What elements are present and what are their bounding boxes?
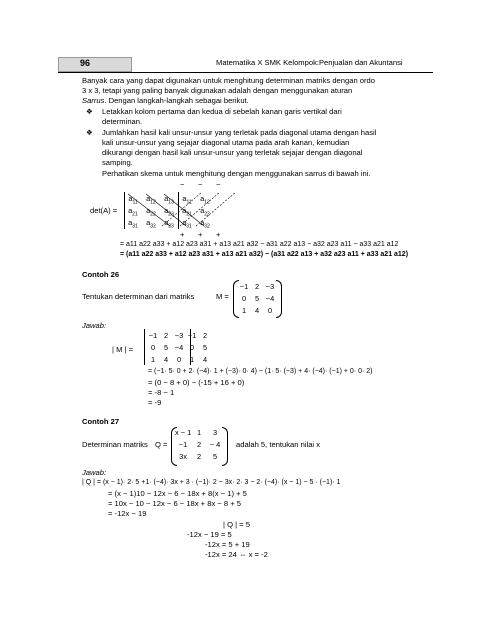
example-27-solve-4: -12x = 24 ⇔ x = -2	[205, 550, 268, 559]
bullet-1-line-2: determinan.	[102, 117, 143, 126]
bullet-2-line-4: samping.	[102, 158, 133, 167]
scheme-result-1: = a11 a22 a33 + a12 a23 a31 + a13 a21 a32 − a31 a22 a13 − a32 a23 a11 − a33 a21 a12	[120, 241, 399, 248]
det-m-cell-0-3: −1	[187, 331, 197, 340]
scheme-cell-2-0: $a_{31}$	[128, 218, 138, 230]
intro-line-1: Banyak cara yang dapat digunakan untuk menghitung determinan matriks dengan ordo	[82, 76, 375, 85]
det-m-bar-left	[144, 329, 145, 365]
det-m-cell-2-1: 4	[163, 355, 169, 364]
page-header-title: Matematika X SMK Kelompok:Penjualan dan Akuntansi	[216, 58, 403, 67]
det-m-cell-1-0: 0	[150, 343, 156, 352]
example-27-jawab: Jawab:	[82, 468, 107, 477]
matrix-q-cell-0-1: 1	[196, 428, 202, 437]
scheme-cell-2-1: $a_{32}$	[146, 218, 156, 230]
example-26-matrix-label: M =	[216, 292, 229, 301]
scheme-cell-2-4: $a_{32}$	[200, 218, 210, 230]
det-m-cell-2-0: 1	[150, 355, 156, 364]
scheme-cell-0-3: $a_{11}$	[182, 194, 192, 206]
bullet-icon: ❖	[86, 128, 93, 137]
scheme-minus-3: −	[216, 180, 221, 189]
example-26-title: Contoh 26	[82, 270, 120, 279]
example-26-step-4: = -9	[148, 398, 162, 407]
page-number-box	[58, 57, 132, 72]
example-27-solve-1: | Q | = 5	[223, 520, 250, 529]
matrix-m-cell-0-2: −3	[265, 282, 275, 291]
scheme-cell-2-3: $a_{31}$	[182, 218, 192, 230]
matrix-q-cell-0-2: 3	[212, 428, 218, 437]
example-26-det-lhs: | M | =	[112, 345, 134, 354]
example-27-step-4: = -12x − 19	[108, 509, 147, 518]
scheme-result-2: = (a11 a22 a33 + a12 a23 a31 + a13 a21 a32) − (a31 a22 a13 + a32 a23 a11 + a33 a21 a12)	[120, 251, 409, 258]
scheme-cell-1-0: $a_{21}$	[128, 206, 138, 218]
matrix-m-cell-2-1: 4	[254, 306, 260, 315]
bullet-icon: ❖	[86, 107, 93, 116]
matrix-m-cell-0-1: 2	[254, 282, 260, 291]
bullet-2-line-3: dikurangi dengan hasil kali unsur-unsur yang terletak sejajar dengan diagonal	[102, 148, 363, 157]
scheme-plus-1: +	[180, 230, 185, 239]
example-27-question: Determinan matriks	[82, 440, 148, 449]
matrix-q-cell-1-1: 2	[196, 440, 202, 449]
scheme-cell-0-0: $a_{11}$	[128, 194, 138, 206]
det-m-cell-0-2: −3	[174, 331, 184, 340]
scheme-minus-2: −	[198, 180, 203, 189]
bullet-2-line-2: kali unsur-unsur yang sejajar diagonal utama pada arah kanan, kemudian	[102, 138, 350, 147]
bullet-2-line-5: Perhatikan skema untuk menghitung dengan menggunakan sarrus di bawah ini.	[102, 169, 371, 178]
header-rule	[58, 72, 433, 73]
scheme-plus-3: +	[216, 230, 221, 239]
det-m-cell-1-2: −4	[174, 343, 184, 352]
example-26-step-3: = -8 − 1	[148, 388, 175, 397]
example-27-matrix-label: Q =	[155, 440, 168, 449]
example-27-solve-3: -12x = 5 + 19	[205, 540, 250, 549]
scheme-minus-1: −	[180, 180, 185, 189]
scheme-plus-2: +	[198, 230, 203, 239]
scheme-cell-0-4: $a_{12}$	[200, 194, 210, 206]
example-26-step-2: = (0 − 8 + 0) − (-15 + 16 + 0)	[148, 378, 245, 387]
page-number: 96	[80, 58, 91, 68]
det-m-cell-2-3: 1	[189, 355, 195, 364]
example-27-solve-2: -12x − 19 = 5	[187, 530, 232, 539]
det-m-cell-1-4: 5	[202, 343, 208, 352]
scheme-cell-1-2: $a_{23}$	[164, 206, 174, 218]
matrix-m-cell-1-2: −4	[265, 294, 275, 303]
matrix-q-cell-2-2: 5	[212, 452, 218, 461]
example-27-step-2: = (x − 1)10 − 12x − 6 − 18x + 8(x − 1) + 5	[108, 489, 247, 498]
matrix-m-right-paren	[276, 280, 282, 318]
scheme-cell-1-4: $a_{22}$	[200, 206, 210, 218]
matrix-q-cell-2-0: 3x	[179, 452, 187, 461]
det-m-cell-0-4: 2	[202, 331, 208, 340]
example-27-step-1: | Q | = (x − 1)· 2· 5 +1· (−4)· 3x + 3 · (−1)· 2 − 3x· 2· 3 − 2· (−4)· (x − 1) − 5 · (−1)· 1	[82, 479, 341, 486]
det-m-cell-2-4: 4	[202, 355, 208, 364]
matrix-m-cell-2-2: 0	[267, 306, 273, 315]
bullet-2-line-1: Jumlahkan hasil kali unsur-unsur yang terletak pada diagonal utama dengan hasil	[102, 128, 377, 137]
bullet-1-line-1: Letakkan kolom pertama dan kedua di sebelah kanan garis vertikal dari	[102, 107, 342, 116]
det-m-cell-1-3: 0	[189, 343, 195, 352]
scheme-cell-1-1: $a_{22}$	[146, 206, 156, 218]
matrix-m-cell-1-0: 0	[241, 294, 247, 303]
matrix-m-cell-0-0: −1	[239, 282, 249, 291]
det-m-cell-1-1: 5	[163, 343, 169, 352]
scheme-cell-0-2: $a_{13}$	[164, 194, 174, 206]
det-m-cell-0-1: 2	[163, 331, 169, 340]
scheme-cell-0-1: $a_{12}$	[146, 194, 156, 206]
intro-line-2: 3 x 3, tetapi yang paling banyak digunakan adalah dengan menggunakan aturan	[82, 86, 353, 95]
scheme-lhs: det(A) =	[90, 206, 118, 215]
intro-line-3: Sarrus. Dengan langkah-langkah sebagai berikut.	[82, 96, 249, 105]
example-26-step-1: = (−1· 5· 0 + 2· (−4)· 1 + (−3)· 0· 4) − (1· 5· (−3) + 4· (−4)· (−1) + 0· 0· 2)	[148, 368, 373, 375]
matrix-m-cell-2-0: 1	[241, 306, 247, 315]
example-27-after: adalah 5, tentukan nilai x	[236, 440, 321, 449]
matrix-m-cell-1-1: 5	[254, 294, 260, 303]
det-m-cell-2-2: 0	[176, 355, 182, 364]
example-27-title: Contoh 27	[82, 417, 120, 426]
scheme-cell-1-3: $a_{21}$	[182, 206, 192, 218]
example-27-step-3: = 10x − 10 − 12x − 6 − 18x + 8x − 8 + 5	[108, 499, 241, 508]
matrix-q-cell-2-1: 2	[196, 452, 202, 461]
matrix-q-cell-1-0: −1	[178, 440, 188, 449]
example-26-jawab: Jawab:	[82, 321, 107, 330]
scheme-cell-2-2: $a_{33}$	[164, 218, 174, 230]
matrix-q-cell-1-2: − 4	[209, 440, 221, 449]
det-m-cell-0-0: −1	[148, 331, 158, 340]
example-26-question: Tentukan determinan dari matriks	[82, 292, 195, 301]
matrix-q-cell-0-0: x − 1	[175, 428, 192, 437]
